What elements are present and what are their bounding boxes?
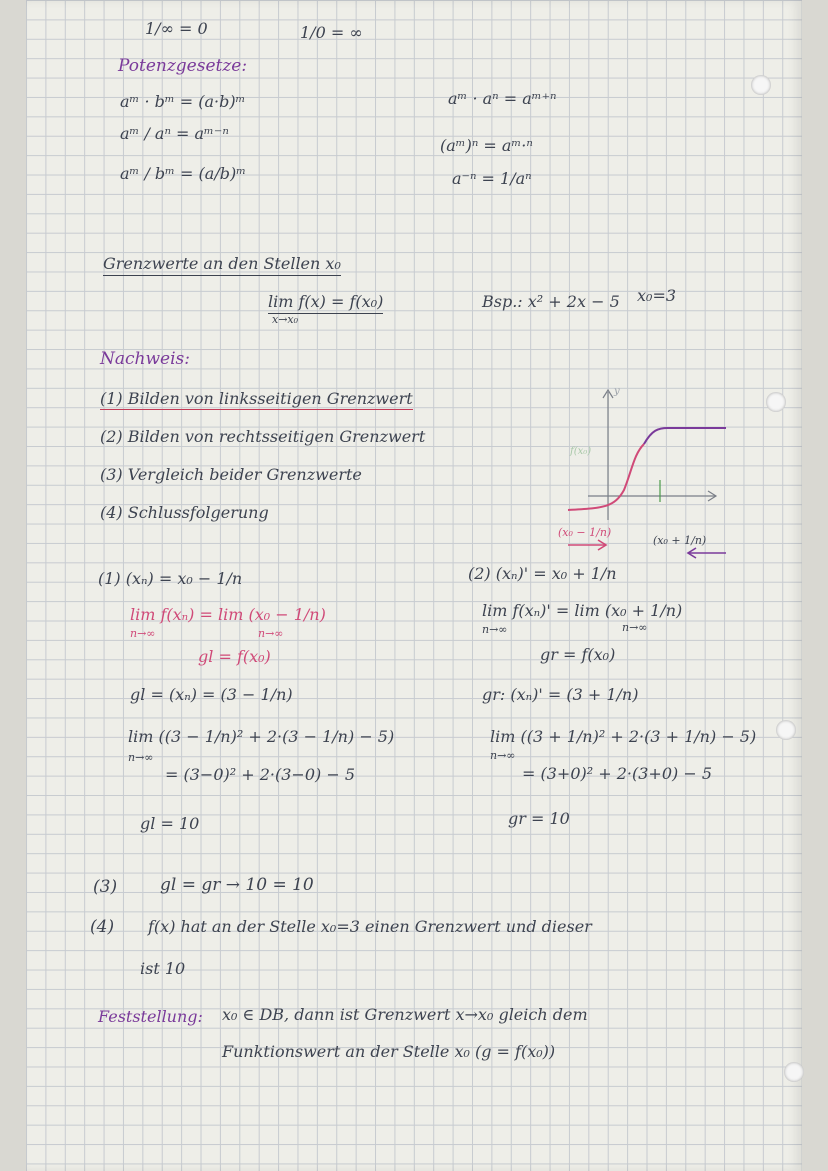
nachweis-title: Nachweis:: [100, 349, 190, 369]
rule-right-1: aᵐ · aⁿ = aᵐ⁺ⁿ: [448, 89, 557, 108]
right-limit: lim f(xₙ)' = lim (x₀ + 1/n): [482, 601, 683, 620]
step-3-number: (3): [93, 877, 118, 897]
rule-right-2: (aᵐ)ⁿ = aᵐ·ⁿ: [440, 136, 533, 155]
left-limit-sub-1: n→∞: [130, 627, 156, 640]
zero-inf-rule: 1/0 = ∞: [300, 23, 363, 42]
feststellung-text: x₀ ∈ DB, dann ist Grenzwert x→x₀ gleich dem: [222, 1005, 588, 1024]
left-limit-expression-sub: n→∞: [128, 751, 154, 764]
feststellung-text-2: Funktionswert an der Stelle x₀ (g = f(x₀)): [222, 1042, 556, 1061]
left-limit-expression: lim ((3 − 1/n)² + 2·(3 − 1/n) − 5): [128, 727, 395, 746]
limit-definition: lim f(x) = f(x₀): [268, 293, 383, 314]
conclusion-text: f(x) hat an der Stelle x₀=3 einen Grenzwert und dieser: [148, 917, 592, 936]
nachweis-step-1: (1) Bilden von linksseitigen Grenzwert: [100, 389, 413, 408]
right-limit-expression-sub: n→∞: [490, 749, 516, 762]
example-x0: x₀=3: [637, 286, 677, 305]
fx0-label: f(x₀): [570, 446, 592, 457]
potenzgesetze-title: Potenzgesetze:: [118, 56, 248, 76]
step-4-number: (4): [90, 917, 115, 937]
left-approach-label: (x₀ − 1/n): [558, 526, 612, 539]
right-sequence: (2) (xₙ)' = x₀ + 1/n: [468, 564, 617, 583]
right-evaluation: = (3+0)² + 2·(3+0) − 5: [522, 764, 713, 783]
right-gr-sequence: gr: (xₙ)' = (3 + 1/n): [482, 685, 639, 704]
curve-right-part: [644, 428, 726, 444]
inf-zero-rule: 1/∞ = 0: [145, 19, 208, 38]
limit-definition-sub: x→x₀: [272, 313, 299, 326]
left-gl-definition: gl = f(x₀): [198, 647, 271, 666]
limit-graph-sketch: [548, 380, 738, 565]
comparison: gl = gr → 10 = 10: [160, 875, 314, 895]
rule-left-1: aᵐ · bᵐ = (a·b)ᵐ: [120, 92, 246, 111]
nachweis-step-2: (2) Bilden von rechtsseitigen Grenzwert: [100, 427, 426, 446]
left-limit-sub-2: n→∞: [258, 627, 284, 640]
rule-left-3: aᵐ / bᵐ = (a/b)ᵐ: [120, 164, 247, 183]
right-limit-sub-1: n→∞: [482, 623, 508, 636]
left-result: gl = 10: [140, 814, 200, 833]
y-axis-label: y: [614, 386, 620, 397]
punch-hole: [776, 720, 796, 740]
nachweis-step-3: (3) Vergleich beider Grenzwerte: [100, 465, 362, 484]
grenzwerte-title: Grenzwerte an den Stellen x₀: [103, 255, 341, 276]
conclusion-text-2: ist 10: [140, 959, 186, 978]
right-gr-definition: gr = f(x₀): [540, 645, 616, 664]
feststellung-label: Feststellung:: [98, 1007, 203, 1026]
left-gl-sequence: gl = (xₙ) = (3 − 1/n): [130, 685, 293, 704]
right-approach-label: (x₀ + 1/n): [653, 534, 707, 547]
example-function: Bsp.: x² + 2x − 5: [482, 292, 620, 311]
rule-right-3: a⁻ⁿ = 1/aⁿ: [452, 169, 532, 188]
right-limit-expression: lim ((3 + 1/n)² + 2·(3 + 1/n) − 5): [490, 727, 757, 746]
right-result: gr = 10: [508, 809, 570, 828]
left-evaluation: = (3−0)² + 2·(3−0) − 5: [165, 765, 356, 784]
rule-left-2: aᵐ / aⁿ = aᵐ⁻ⁿ: [120, 124, 229, 143]
right-limit-sub-2: n→∞: [622, 621, 648, 634]
punch-hole: [766, 392, 786, 412]
punch-hole: [751, 75, 771, 95]
punch-hole: [784, 1062, 804, 1082]
nachweis-step-4: (4) Schlussfolgerung: [100, 503, 269, 522]
left-limit: lim f(xₙ) = lim (x₀ − 1/n): [130, 605, 326, 624]
left-sequence: (1) (xₙ) = x₀ − 1/n: [98, 569, 243, 588]
